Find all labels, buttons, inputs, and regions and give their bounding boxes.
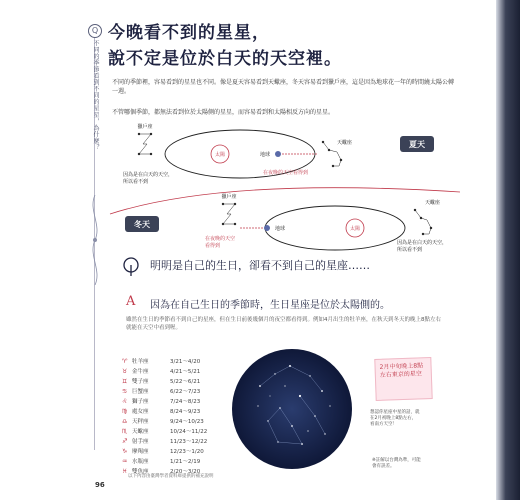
zodiac-row <box>122 456 232 466</box>
answer-title: 因為在自己生日的季節時，生日星座是位於太陽側的。 <box>150 300 390 311</box>
zodiac-symbol-icon: ♋ <box>122 387 128 395</box>
orion-label-top: 獵戶座 <box>137 124 153 130</box>
scorpius-label-bottom: 天蠍座 <box>425 200 441 206</box>
zodiac-row <box>122 416 232 426</box>
intro-paragraph-1: 不同的季節裡，容易看到的星星也不同。像是夏天容易看到天蠍座，冬天容易看到獵戶座，這是因為地球花一年的時間繞太陽公轉一週。 <box>112 79 455 95</box>
zodiac-dates: 5/22～6/21 <box>170 379 201 385</box>
winter-visible-note: 在夜晚的天空看得到 <box>205 236 236 249</box>
page-title <box>108 20 438 72</box>
zodiac-dates: 9/24～10/23 <box>170 419 204 425</box>
zodiac-name: 天秤座 <box>132 419 149 425</box>
zodiac-row <box>122 426 232 436</box>
sidebar-ornament-icon <box>86 195 104 285</box>
zodiac-symbol-icon: ♓ <box>122 467 128 475</box>
winter-badge-label: 冬天 <box>134 220 150 229</box>
zodiac-dates: 6/22～7/23 <box>170 389 201 395</box>
zodiac-symbol-icon: ♊ <box>122 377 128 385</box>
zodiac-symbol-icon: ♑ <box>122 447 128 455</box>
side-note-1: 想認你星座中星的話，就在2月初晚上8點左右，看南方天空！ <box>370 410 420 427</box>
zodiac-name: 雙魚座 <box>132 469 149 475</box>
daytime-note-bottom: 因為是在白天的天空，所以看不到 <box>397 240 448 253</box>
orbit-winter <box>265 206 405 250</box>
footer-text: 以下內容由臺灣學者資料庫提供的補充說明 <box>128 474 214 479</box>
zodiac-row <box>122 446 232 456</box>
zodiac-name: 獅子座 <box>132 399 149 405</box>
zodiac-symbol-icon: ♏ <box>122 427 128 435</box>
daytime-note-top: 因為是在白天的天空，所以看不到 <box>123 172 174 185</box>
sidebar-vertical-title: 不同的季節看到不同的星星，為什麼？ <box>92 40 99 151</box>
star-chart-image <box>230 346 355 472</box>
zodiac-row <box>122 376 232 386</box>
earth-icon-2 <box>264 225 270 231</box>
orion-label-bottom: 獵戶座 <box>221 194 237 200</box>
sidebar-q-badge: Q <box>88 24 102 38</box>
summer-badge <box>400 136 434 152</box>
earth-label-2: 地球 <box>275 226 286 232</box>
callout-note <box>374 357 432 401</box>
season-diagram <box>105 122 465 262</box>
zodiac-name: 牡羊座 <box>132 359 149 365</box>
zodiac-dates: 8/24～9/23 <box>170 409 201 415</box>
zodiac-list <box>122 356 232 476</box>
summer-badge-label: 夏天 <box>409 140 425 149</box>
zodiac-symbol-icon: ♍ <box>122 407 128 415</box>
callout-note-text: 2月中旬晚上8點左右東京的星空 <box>379 362 424 379</box>
scorpius-constellation-icon-2 <box>414 209 432 235</box>
zodiac-dates: 11/23～12/22 <box>170 439 208 445</box>
zodiac-dates: 10/24～11/22 <box>170 429 208 435</box>
zodiac-row <box>122 356 232 366</box>
zodiac-symbol-icon: ♉ <box>122 367 128 375</box>
question-icon <box>122 256 140 278</box>
zodiac-dates: 2/20～3/20 <box>170 469 201 475</box>
zodiac-row <box>122 366 232 376</box>
intro-paragraph-2: 不管哪個季節，都無法看到位於太陽側的星星，而容易看到和太陽相反方向的星星。 <box>112 109 335 116</box>
summer-visible-note: 在夜晚的天空看得到 <box>263 170 309 176</box>
zodiac-dates: 1/21～2/19 <box>170 459 201 465</box>
zodiac-symbol-icon: ♒ <box>122 457 128 465</box>
orion-constellation-icon <box>138 133 152 155</box>
zodiac-row <box>122 436 232 446</box>
title-line-2: 說不定是位於白天的天空裡。 <box>108 49 342 69</box>
zodiac-name: 水瓶座 <box>132 459 149 465</box>
zodiac-symbol-icon: ♌ <box>122 397 128 405</box>
orion-constellation-icon-2 <box>222 203 236 225</box>
answer-letter: A <box>126 294 136 309</box>
zodiac-name: 金牛座 <box>132 369 149 375</box>
earth-label: 地球 <box>259 152 270 158</box>
answer-body: 雖然在生日的季節看不到自己的星座，但在生日前後幾個月的夜空都看得到。例如4月出生的牡羊座，在秋天到冬天的晚上8點左右就能在天空中看到喔。 <box>126 317 442 331</box>
zodiac-dates: 12/23～1/20 <box>170 449 204 455</box>
zodiac-name: 摩羯座 <box>132 449 149 455</box>
side-note-2: ※註解以台灣為準，可能會有誤差。 <box>372 458 421 469</box>
question-text: 明明是自己的生日，卻看不到自己的星座…… <box>150 259 370 272</box>
zodiac-name: 天蠍座 <box>132 429 149 435</box>
zodiac-row <box>122 396 232 406</box>
zodiac-row <box>122 386 232 396</box>
scorpius-label-top: 天蠍座 <box>337 140 353 146</box>
zodiac-name: 處女座 <box>132 409 149 415</box>
zodiac-name: 巨蟹座 <box>132 389 149 395</box>
zodiac-symbol-icon: ♐ <box>122 437 128 445</box>
page-edge-shadow <box>496 0 520 500</box>
earth-icon <box>275 151 281 157</box>
zodiac-symbol-icon: ♎ <box>122 417 128 425</box>
zodiac-name: 雙子座 <box>132 379 149 385</box>
zodiac-dates: 3/21～4/20 <box>170 359 201 365</box>
page-number: 96 <box>95 481 105 489</box>
zodiac-dates: 7/24～8/23 <box>170 399 201 405</box>
zodiac-symbol-icon: ♈ <box>122 357 128 365</box>
zodiac-dates: 4/21～5/21 <box>170 369 201 375</box>
sun-label-2: 太陽 <box>349 226 361 232</box>
sun-label: 太陽 <box>214 152 226 158</box>
winter-badge <box>125 216 159 232</box>
zodiac-row <box>122 406 232 416</box>
zodiac-name: 射手座 <box>132 439 149 445</box>
title-line-1: 今晚看不到的星星， <box>108 23 270 43</box>
